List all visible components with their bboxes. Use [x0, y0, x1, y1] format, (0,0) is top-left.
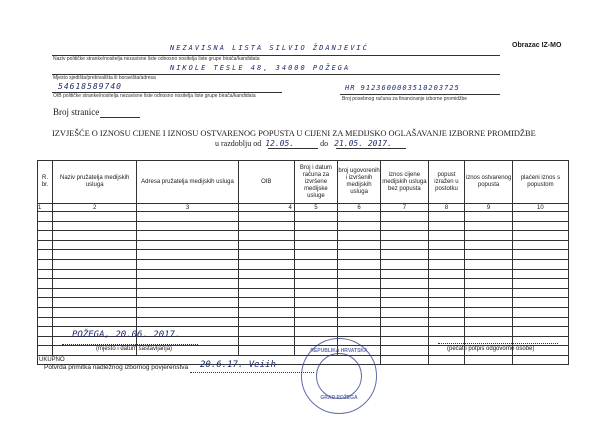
total-cell — [512, 355, 568, 364]
table-cell — [512, 212, 568, 222]
table-cell — [294, 231, 337, 241]
table-row — [38, 212, 569, 222]
table-cell — [428, 307, 465, 317]
place-date-value: POŽEGA, 20.06. 2017. — [72, 330, 181, 340]
table-row — [38, 221, 569, 231]
table-row — [38, 269, 569, 279]
table-cell — [428, 336, 465, 346]
table-cell — [53, 288, 137, 298]
table-cell — [38, 279, 53, 289]
total-label: UKUPNO — [38, 355, 381, 364]
table-cell — [428, 231, 465, 241]
table-cell — [137, 250, 238, 260]
table-row — [38, 298, 569, 308]
pages-underline — [100, 117, 140, 118]
table-cell — [38, 346, 53, 356]
header-rbr: R. br. — [38, 161, 53, 204]
table-cell — [238, 307, 294, 317]
table-row — [38, 231, 569, 241]
table-row — [38, 240, 569, 250]
table-row — [38, 288, 569, 298]
table-cell — [38, 259, 53, 269]
total-cell — [428, 355, 465, 364]
header-discount-percent: popust izražen u postotku — [428, 161, 465, 204]
table-cell — [294, 240, 337, 250]
table-cell — [294, 221, 337, 231]
table-cell — [137, 240, 238, 250]
table-cell — [428, 269, 465, 279]
stamp-bottom-text: GRAD POŽEGA — [320, 395, 358, 401]
table-cell — [381, 212, 428, 222]
table-cell — [337, 307, 380, 317]
table-cell — [38, 221, 53, 231]
table-cell — [465, 259, 512, 269]
table-cell — [381, 288, 428, 298]
table-cell — [465, 231, 512, 241]
table-cell — [238, 259, 294, 269]
period-to: 21.05. 2017. — [334, 139, 392, 148]
table-cell — [137, 298, 238, 308]
table-cell — [294, 298, 337, 308]
table-header-row — [38, 161, 569, 204]
table-cell — [238, 231, 294, 241]
total-cell — [465, 355, 512, 364]
table-cell — [465, 336, 512, 346]
account-value: HR 9123600003510203725 — [345, 84, 460, 92]
period-mid: do — [320, 139, 329, 148]
table-cell — [294, 259, 337, 269]
table-cell — [381, 231, 428, 241]
table-cell — [465, 317, 512, 327]
table-cell — [137, 307, 238, 317]
table-cell — [428, 317, 465, 327]
table-cell — [38, 336, 53, 346]
table-cell — [512, 279, 568, 289]
table-cell — [337, 212, 380, 222]
place-date-underline — [62, 344, 198, 345]
table-cell — [137, 279, 238, 289]
table-cell — [53, 269, 137, 279]
table-cell — [337, 250, 380, 260]
signature-underline — [438, 343, 558, 344]
table-cell — [137, 212, 238, 222]
table-cell — [512, 307, 568, 317]
table-cell — [38, 240, 53, 250]
official-stamp — [301, 338, 377, 414]
table-cell — [337, 298, 380, 308]
table-cell — [137, 259, 238, 269]
table-cell — [428, 288, 465, 298]
table-cell — [465, 298, 512, 308]
table-cell — [512, 221, 568, 231]
col-number: 5 — [294, 204, 337, 212]
table-cell — [465, 327, 512, 337]
table-cell — [294, 279, 337, 289]
table-cell — [512, 298, 568, 308]
table-cell — [428, 221, 465, 231]
table-cell — [238, 240, 294, 250]
table-cell — [238, 346, 294, 356]
table-cell — [137, 288, 238, 298]
table-cell — [38, 298, 53, 308]
period-from-underline — [268, 148, 318, 149]
table-cell — [512, 336, 568, 346]
col-number: 6 — [337, 204, 380, 212]
table-cell — [294, 212, 337, 222]
table-row — [38, 250, 569, 260]
table-cell — [294, 307, 337, 317]
table-cell — [428, 259, 465, 269]
table-cell — [53, 231, 137, 241]
table-number-row — [38, 204, 569, 212]
table-cell — [465, 288, 512, 298]
table-cell — [238, 298, 294, 308]
table-cell — [238, 288, 294, 298]
table-cell — [428, 298, 465, 308]
table-cell — [53, 221, 137, 231]
table-row — [38, 307, 569, 317]
header-services-count: broj ugovorenih i izvršenih medijskih usluga — [337, 161, 380, 204]
table-cell — [465, 250, 512, 260]
table-cell — [38, 231, 53, 241]
receipt-underline — [190, 372, 314, 373]
col-number: 1 — [38, 204, 53, 212]
table-cell — [238, 221, 294, 231]
table-row — [38, 279, 569, 289]
table-cell — [512, 259, 568, 269]
table-cell — [38, 327, 53, 337]
table-cell — [53, 307, 137, 317]
col-number: 8 — [428, 204, 465, 212]
table-cell — [38, 288, 53, 298]
col-number: 3 — [137, 204, 238, 212]
table-cell — [238, 317, 294, 327]
party-name-value: NEZAVISNA LISTA SILVIO ŽDANJEVIĆ — [170, 44, 369, 52]
party-name-label: Naziv političke stranke/nositelja nezavisne liste odnosno nositelja liste grupe birača/kandidata — [53, 56, 260, 62]
table-cell — [137, 221, 238, 231]
period-to-underline — [336, 148, 406, 149]
table-cell — [238, 279, 294, 289]
table-cell — [238, 336, 294, 346]
header-discount-amount: iznos ostvarenog popusta — [465, 161, 512, 204]
table-cell — [53, 317, 137, 327]
col-number: 2 — [53, 204, 137, 212]
table-row — [38, 317, 569, 327]
table-cell — [465, 221, 512, 231]
table-cell — [465, 240, 512, 250]
table-cell — [512, 269, 568, 279]
col-number: 7 — [381, 204, 428, 212]
table-cell — [381, 240, 428, 250]
table-cell — [465, 307, 512, 317]
table-cell — [337, 279, 380, 289]
table-cell — [381, 221, 428, 231]
pages-label: Broj stranice — [53, 107, 100, 117]
period-line — [215, 139, 392, 148]
table-cell — [381, 269, 428, 279]
table-cell — [337, 317, 380, 327]
account-underline — [340, 94, 500, 95]
form-code: Obrazac IZ-MO — [512, 42, 562, 49]
table-cell — [38, 269, 53, 279]
account-label: Broj posebnog računa za financiranje izborne promidžbe — [342, 96, 468, 102]
table-cell — [294, 327, 337, 337]
oib-label: OIB političke stranke/nositelja nezavisne liste odnosno nositelja liste grupe birača/kandidata — [53, 93, 256, 99]
table-cell — [465, 212, 512, 222]
oib-value: 54618589740 — [58, 82, 122, 91]
table-cell — [337, 269, 380, 279]
table-cell — [381, 250, 428, 260]
col-number: 9 — [465, 204, 512, 212]
table-cell — [238, 327, 294, 337]
table-cell — [53, 250, 137, 260]
table-cell — [381, 259, 428, 269]
col-number: 4 — [238, 204, 294, 212]
period-from: 12.05. — [265, 139, 295, 148]
table-cell — [53, 279, 137, 289]
table-cell — [428, 212, 465, 222]
receipt-label: Potvrda primitka nadležnog izbornog povjerenstva — [44, 364, 189, 371]
table-cell — [465, 279, 512, 289]
address-value: NIKOLE TESLE 48, 34000 POŽEGA — [170, 64, 351, 72]
table-cell — [38, 250, 53, 260]
receipt-value: 20.6.17. Veiih — [200, 360, 276, 370]
table-cell — [53, 240, 137, 250]
table-cell — [137, 269, 238, 279]
table-cell — [428, 250, 465, 260]
table-cell — [38, 317, 53, 327]
table-row — [38, 259, 569, 269]
table-cell — [337, 231, 380, 241]
signature-label: (pečat i potpis odgovorne osobe) — [447, 346, 535, 352]
table-cell — [238, 212, 294, 222]
table-cell — [512, 231, 568, 241]
header-invoice: Broj i datum računa za izvršene medijske usluge — [294, 161, 337, 204]
table-cell — [512, 250, 568, 260]
table-cell — [381, 336, 428, 346]
table-cell — [337, 259, 380, 269]
table-cell — [428, 279, 465, 289]
header-paid-amount: plaćeni iznos s popustom — [512, 161, 568, 204]
address-label: Mjesto sjedišta/prebivališta ili boravišta/adresa — [53, 75, 156, 81]
report-title: IZVJEŠĆE O IZNOSU CIJENE I IZNOSU OSTVARENOG POPUSTA U CIJENI ZA MEDIJSKO OGLAŠAVANJE IZBORNE PROMIDŽBE — [52, 129, 536, 138]
table-cell — [512, 240, 568, 250]
table-cell — [294, 269, 337, 279]
table-cell — [512, 288, 568, 298]
stamp-inner-ring — [316, 353, 362, 399]
table-cell — [512, 317, 568, 327]
col-number: 10 — [512, 204, 568, 212]
table-cell — [381, 307, 428, 317]
table-cell — [337, 221, 380, 231]
table-cell — [137, 317, 238, 327]
period-prefix: u razdoblju od — [215, 139, 262, 148]
table-cell — [238, 250, 294, 260]
header-provider-name: Naziv pružatelja medijskih usluga — [53, 161, 137, 204]
table-cell — [428, 240, 465, 250]
table-cell — [53, 212, 137, 222]
header-provider-address: Adresa pružatelja medijskih usluga — [137, 161, 238, 204]
table-cell — [381, 317, 428, 327]
table-cell — [337, 240, 380, 250]
table-cell — [53, 259, 137, 269]
total-cell — [381, 355, 428, 364]
table-cell — [137, 231, 238, 241]
table-cell — [337, 288, 380, 298]
table-cell — [294, 250, 337, 260]
header-oib: OIB — [238, 161, 294, 204]
table-cell — [381, 279, 428, 289]
table-cell — [512, 327, 568, 337]
table-cell — [294, 288, 337, 298]
table-cell — [381, 327, 428, 337]
table-cell — [337, 327, 380, 337]
stamp-top-text: REPUBLIKA HRVATSKA — [310, 348, 368, 354]
table-cell — [465, 269, 512, 279]
table-cell — [428, 327, 465, 337]
table-cell — [38, 307, 53, 317]
table-cell — [53, 298, 137, 308]
table-cell — [381, 346, 428, 356]
header-price: iznos cijene medijskih usluga bez popusta — [381, 161, 428, 204]
table-cell — [294, 317, 337, 327]
table-cell — [38, 212, 53, 222]
table-cell — [381, 298, 428, 308]
table-cell — [238, 269, 294, 279]
place-date-label: (mjesto i datum sastavljanja) — [96, 346, 173, 352]
